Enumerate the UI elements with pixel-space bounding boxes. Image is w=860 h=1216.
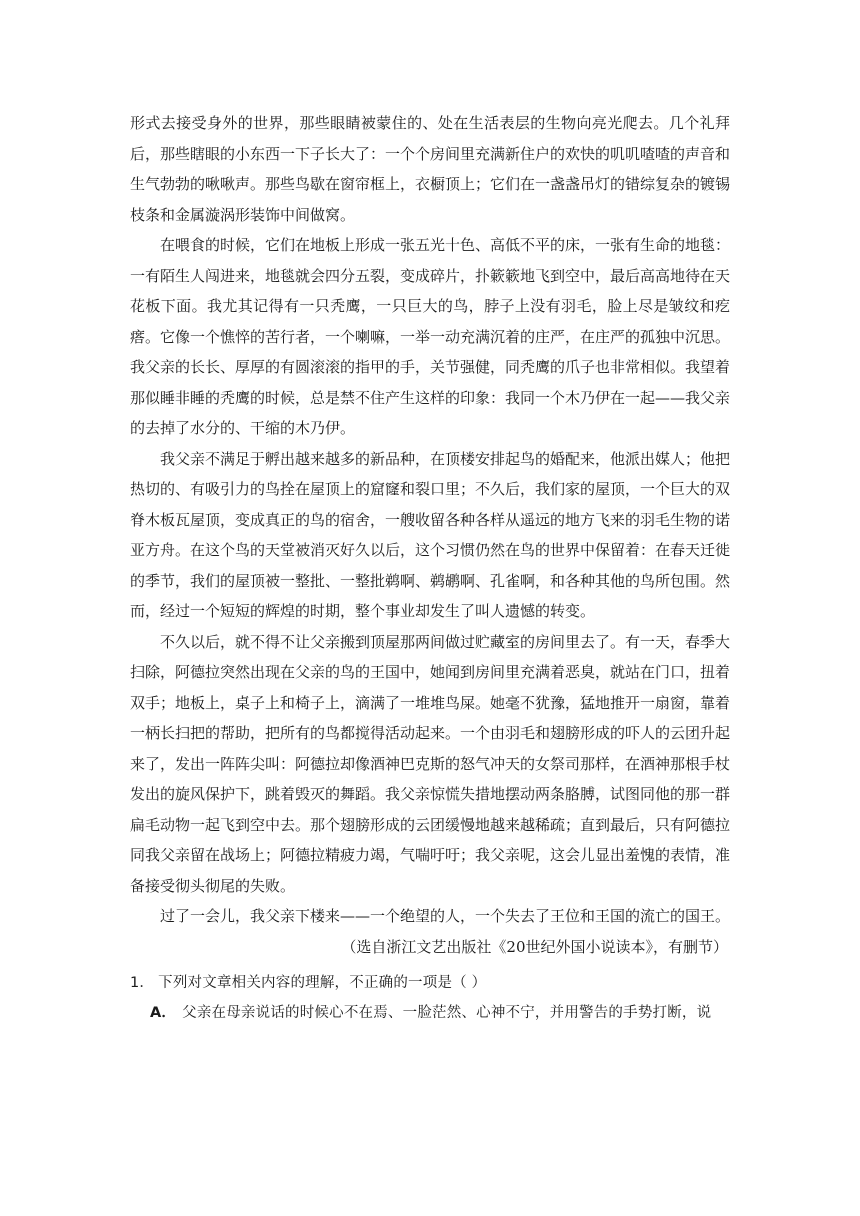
source-citation: （选自浙江文艺出版社《20世纪外国小说读本》，有删节）	[341, 937, 728, 956]
paragraph-1: 形式去接受身外的世界，那些眼睛被蒙住的、处在生活表层的生物向亮光爬去。几个礼拜后，那些瞎眼的小东西一下子长大了：一个个房间里充满新住户的欢快的叽叽喳喳的声音和生气勃勃的啾啾声。那些鸟歇在窗帘框上，衣橱顶上；它们在一盏盏吊灯的错综复杂的镀锡枝条和金属漩涡形装饰中间做窝。	[130, 114, 731, 224]
question-stem: 下列对文章相关内容的理解，不正确的一项是（ ）	[158, 975, 487, 991]
paragraph-4: 不久以后，就不得不让父亲搬到顶屋那两间做过贮藏室的房间里去了。有一天，春季大扫除，阿德拉突然出现在父亲的鸟的王国中，她闻到房间里充满着恶臭，就站在门口，扭着双手；地板上，桌子上和椅子上，滴满了一堆堆鸟屎。她毫不犹豫，猛地推开一扇窗，靠着一柄长扫把的帮助，把所有的鸟都搅得活动起来。一个由羽毛和翅膀形成的吓人的云团升起来了，发出一阵阵尖叫：阿德拉却像酒神巴克斯的怒气冲天的女祭司那样，在酒神那根手杖发出的旋风保护下，跳着毁灭的舞蹈。我父亲惊慌失措地摆动两条胳膊，试图同他的那一群扁毛动物一起飞到空中去。那个翅膀形成的云团缓慢地越来越稀疏；直到最后，只有阿德拉同我父亲留在战场上；阿德拉精疲力竭，气喘吁吁；我父亲呢，这会儿显出羞愧的表情，准备接受彻头彻尾的失败。	[130, 632, 731, 895]
paragraph-5: 过了一会儿，我父亲下楼来——一个绝望的人，一个失去了王位和王国的流亡的国王。	[160, 907, 731, 925]
article-body	[130, 108, 730, 1028]
question-number: 1．	[130, 975, 155, 991]
option-text: 父亲在母亲说话的时候心不在焉、一脸茫然、心神不宁，并用警告的手势打断，说	[182, 1005, 712, 1021]
paragraph-3: 我父亲不满足于孵出越来越多的新品种，在顶楼安排起鸟的婚配来，他派出媒人；他把热切的、有吸引力的鸟拴在屋顶上的窟窿和裂口里；不久后，我们家的屋顶，一个巨大的双脊木板瓦屋顶，变成真正的鸟的宿舍，一艘收留各种各样从遥远的地方飞来的羽毛生物的诺亚方舟。在这个鸟的天堂被消灭好久以后，这个习惯仍然在鸟的世界中保留着：在春天迁徙的季节，我们的屋顶被一整批、一整批鹈啊、鹈鹕啊、孔雀啊，和各种其他的鸟所包围。然而，经过一个短短的辉煌的时期，整个事业却发生了叫人遗憾的转变。	[130, 449, 731, 620]
paragraph-2: 在喂食的时候，它们在地板上形成一张五光十色、高低不平的床，一张有生命的地毯：一有陌生人闯进来，地毯就会四分五裂，变成碎片，扑簌簌地飞到空中，最后高高地待在天花板下面。我尤其记得有一只秃鹰，一只巨大的鸟，脖子上没有羽毛，脸上尽是皱纹和疙瘩。它像一个憔悴的苦行者，一个喇嘛，一举一动充满沉着的庄严，在庄严的孤独中沉思。我父亲的长长、厚厚的有圆滚滚的指甲的手，关节强健，同秃鹰的爪子也非常相似。我望着那似睡非睡的秃鹰的时候，总是禁不住产生这样的印象：我同一个木乃伊在一起——我父亲的去掉了水分的、干缩的木乃伊。	[130, 236, 731, 437]
option-a	[130, 998, 730, 1028]
option-letter: A．	[150, 1005, 177, 1021]
question-1	[130, 968, 730, 998]
